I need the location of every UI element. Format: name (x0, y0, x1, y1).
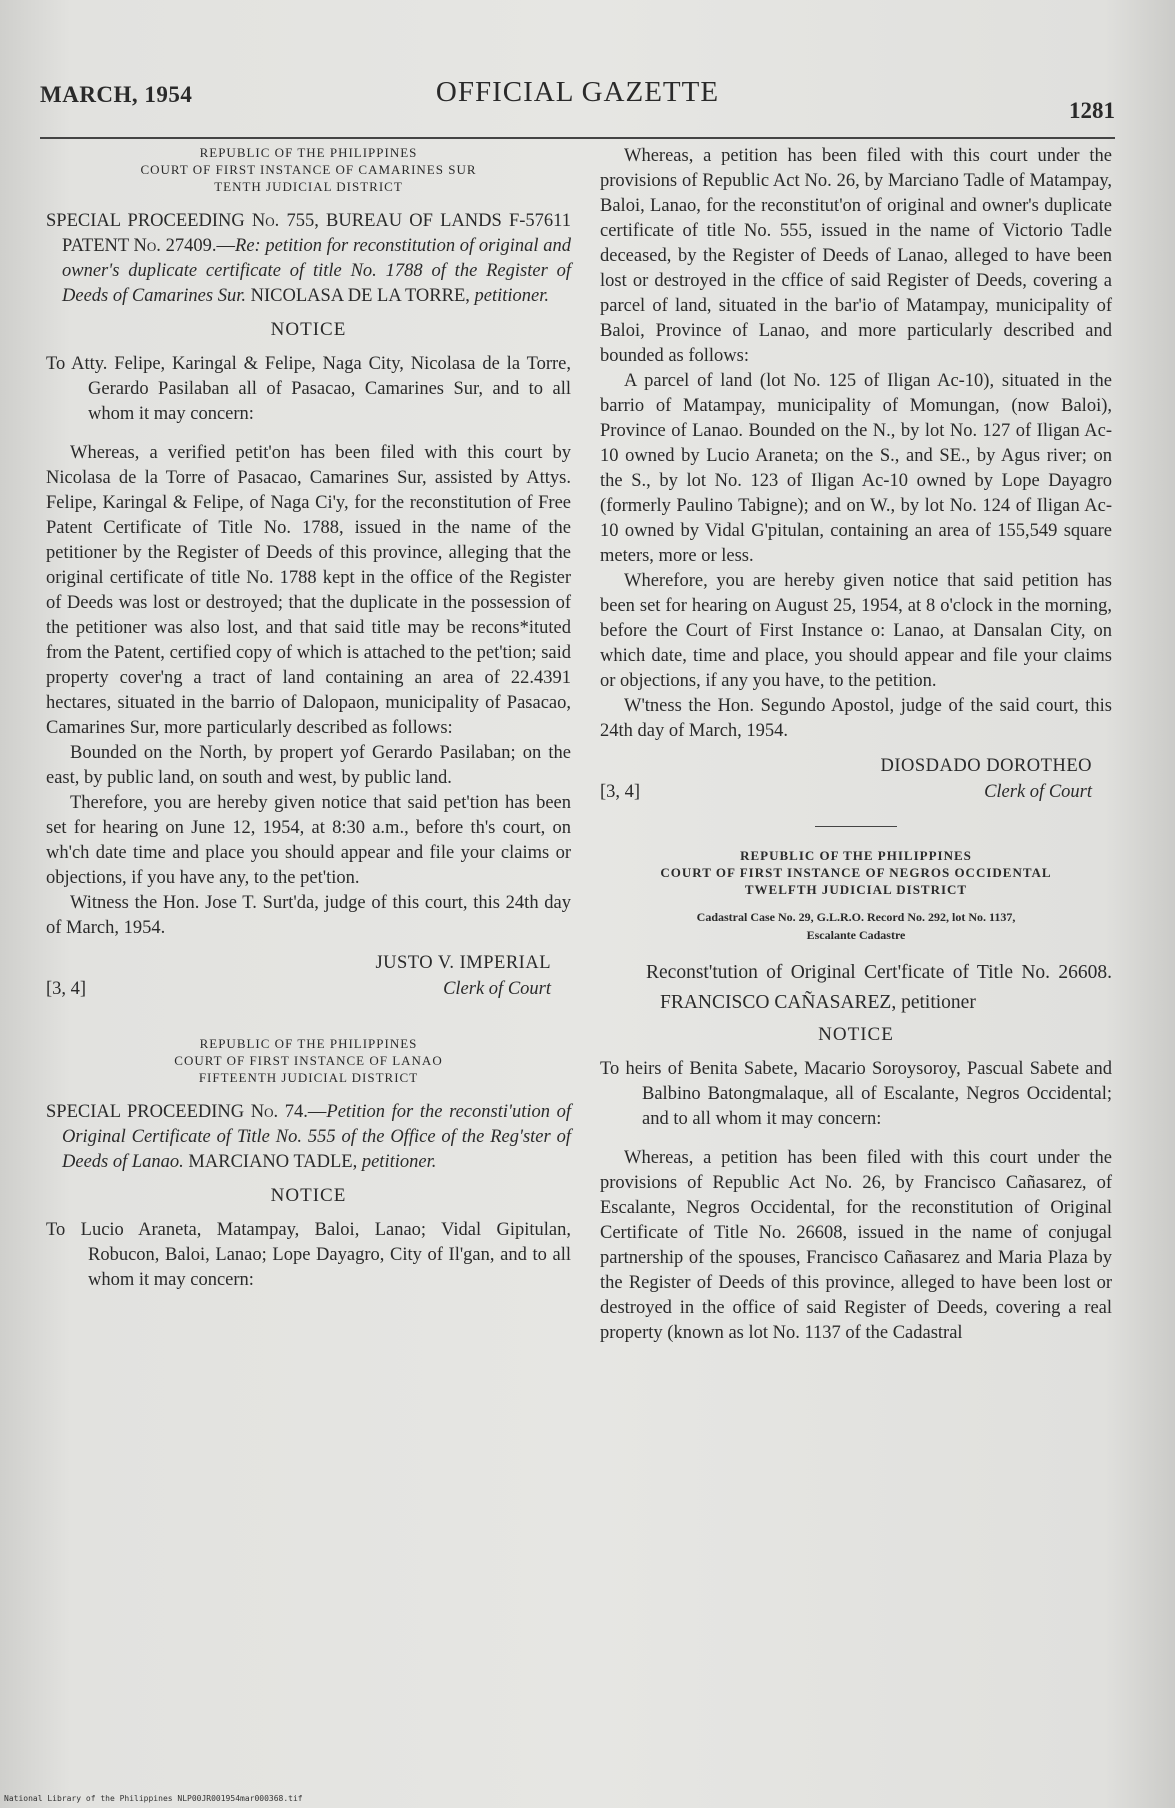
caption-subject: Reconst'tution of Original Cert'ficate of Title No. 26608. (646, 962, 1112, 983)
case-line: Cadastral Case No. 29, G.L.R.O. Record No. 292, lot No. 1137, (696, 910, 1016, 924)
header-title: OFFICIAL GAZETTE (435, 76, 720, 108)
addressees: To heirs of Benita Sabete, Macario Soroysoroy, Pascual Sabete and Balbino Batongmalaque, all of Escalante, Negros Occidental; and to all whom it may concern: (600, 1059, 1112, 1129)
caption-subject: Petition for the reconsti'ution of Original Certificate of Title No. 555 of the Office of the Reg'ster of Deeds of Lanao. (62, 1102, 571, 1172)
signature-block (600, 752, 1112, 804)
caption-petitioner: FRANCISCO CAÑASAREZ, (660, 992, 902, 1013)
case-line: Escalante Cadastre (806, 928, 906, 942)
caption-role: petitioner (901, 992, 976, 1013)
court-line: TWELFTH JUDICIAL DISTRICT (744, 882, 968, 897)
court-line: TENTH JUDICIAL DISTRICT (214, 179, 403, 194)
issue-reference: [3, 4] (600, 782, 641, 802)
signer-name: JUSTO V. IMPERIAL (375, 953, 551, 973)
notice-title: NOTICE (818, 1024, 894, 1045)
caption-role: petitioner. (361, 1152, 437, 1172)
court-line: COURT OF FIRST INSTANCE OF CAMARINES SUR (140, 162, 477, 177)
paragraph: Whereas, a verified petit'on has been filed with this court by Nicolasa de la Torre of Pasacao, Camarines Sur, assisted by Attys. Felipe, Karingal & Felipe, of Naga Ci'y, for the reconstitution of Free Patent Certificate of Title No. 1788, issued in the name of the petitioner by the Register of Deeds of this province, alleging that the original certificate of title No. 1788 kept in the office of the Register of Deeds was lost or destroyed; that the duplicate in the possession of the petitioner was also lost, and that said title may be recons*ituted from the Patent, certified copy of which is attached to the pet'tion; said property cover'ng a tract of land containing an area of 22.4391 hectares, situated in the barrio of Dalopaon, municipality of Pasacao, Camarines Sur, more particularly described as follows: (46, 443, 571, 738)
caption-subject: Re: petition for reconstitution of original and owner's duplicate certificate of title No. 1788 of the Register of Deeds of Camarines Sur. (62, 236, 571, 306)
court-line: REPUBLIC OF THE PHILIPPINES (199, 145, 418, 160)
court-line: COURT OF FIRST INSTANCE OF NEGROS OCCIDENTAL (660, 865, 1052, 880)
paragraph: Wherefore, you are hereby given notice that said petition has been set for hearing on August 25, 1954, at 8 o'clock in the morning, before the Court of First Instance o: Lanao, at Dansalan City, on which date, time and place, you should appear and file your claims or objections, if any you have, to the petition. (600, 571, 1112, 691)
cadastral-case (600, 908, 1112, 944)
section-divider (815, 826, 897, 827)
right-column (600, 144, 1112, 1346)
notice-title: NOTICE (270, 1185, 347, 1206)
caption-role: petitioner. (474, 286, 550, 306)
caption-lead: SPECIAL PROCEEDING No. 74.— (46, 1102, 327, 1122)
caption-petitioner: MARCIANO TADLE, (183, 1152, 362, 1172)
court-line: REPUBLIC OF THE PHILIPPINES (740, 848, 972, 863)
case-caption (46, 209, 571, 309)
paragraph: A parcel of land (lot No. 125 of Iligan Ac-10), situated in the barrio of Matampay, municipality of Momungan, (now Baloi), Province of Lanao. Bounded on the N., by lot No. 127 of Iligan Ac-10 owned by Lucio Araneta; on the S., and SE., by Agus river; on the S., by lot No. 123 of Iligan Ac-10 owned by Lope Dayagro (formerly Paulino Tabigne); and on W., by lot No. 124 of Iligan Ac-10 owned by Vidal G'pitulan, containing an area of 155,549 square meters, more or less. (600, 371, 1112, 566)
signer-title: Clerk of Court (984, 782, 1092, 802)
page-number: 1281 (1069, 98, 1115, 123)
paragraph: Witness the Hon. Jose T. Surt'da, judge of this court, this 24th day of March, 1954. (46, 893, 571, 938)
court-line: REPUBLIC OF THE PHILIPPINES (199, 1036, 418, 1051)
paragraph: Whereas, a petition has been filed with this court under the provisions of Republic Act No. 26, by Francisco Cañasarez, of Escalante, Negros Occidental, for the reconstitution of Original Certificate of Title No. 26608, issued in the name of conjugal partnership of the spouses, Francisco Cañasarez and Maria Plaza by the Register of Deeds of this province, alleged to have been lost or destroyed in the office of said Register of Deeds, covering a real property (known as lot No. 1137 of the Cadastral (600, 1148, 1112, 1343)
left-column (46, 144, 571, 1307)
addressees: To Atty. Felipe, Karingal & Felipe, Naga City, Nicolasa de la Torre, Gerardo Pasilaban all of Pasacao, Camarines Sur, and to all whom it may concern: (46, 354, 571, 424)
court-line: FIFTEENTH JUDICIAL DISTRICT (198, 1070, 419, 1085)
signature-block (46, 949, 571, 1001)
addressees: To Lucio Araneta, Matampay, Baloi, Lanao; Vidal Gipitulan, Robucon, Baloi, Lanao; Lope Dayagro, City of Il'gan, and to all whom it may concern: (46, 1220, 571, 1290)
paragraph: W'tness the Hon. Segundo Apostol, judge of the said court, this 24th day of March, 1954. (600, 696, 1112, 741)
caption-lead: SPECIAL PROCEEDING No. 755, BUREAU OF LANDS F-57611 PATENT No. 27409.— (46, 211, 571, 256)
issue-reference: [3, 4] (46, 979, 87, 999)
court-line: COURT OF FIRST INSTANCE OF LANAO (174, 1053, 443, 1068)
paragraph: Bounded on the North, by propert yof Gerardo Pasilaban; on the east, by public land, on south and west, by public land. (46, 743, 571, 788)
caption-petitioner: NICOLASA DE LA TORRE, (245, 286, 475, 306)
signer-name: DIOSDADO DOROTHEO (880, 756, 1092, 776)
header-rule (40, 137, 1115, 139)
case-caption (46, 1100, 571, 1175)
scan-footer: National Library of the Philippines NLP00JR001954mar000368.tif (4, 1794, 303, 1803)
page-header (40, 76, 1115, 126)
paragraph: Whereas, a petition has been filed with this court under the provisions of Republic Act No. 26, by Marciano Tadle of Matampay, Baloi, Lanao, for the reconstitut'on of original and owner's duplicate certificate of title No. 555, issued in the name of Victorio Tadle deceased, by the Register of Deeds of Lanao, alleged to have been lost or destroyed in the cffice of said Register of Deeds, covering a parcel of land, situated in the bar'io of Matampay, municipality of Baloi, Province of Lanao, and more particularly described and bounded as follows: (600, 146, 1112, 366)
case-caption (600, 958, 1112, 1018)
notice-title: NOTICE (270, 319, 347, 340)
signer-title: Clerk of Court (443, 979, 551, 999)
header-date: MARCH, 1954 (40, 82, 193, 107)
paragraph: Therefore, you are hereby given notice that said pet'tion has been set for hearing on June 12, 1954, at 8:30 a.m., before th's court, on wh'ch date time and place you should appear and file your claims or objections, if you have any, to the pet'tion. (46, 793, 571, 888)
